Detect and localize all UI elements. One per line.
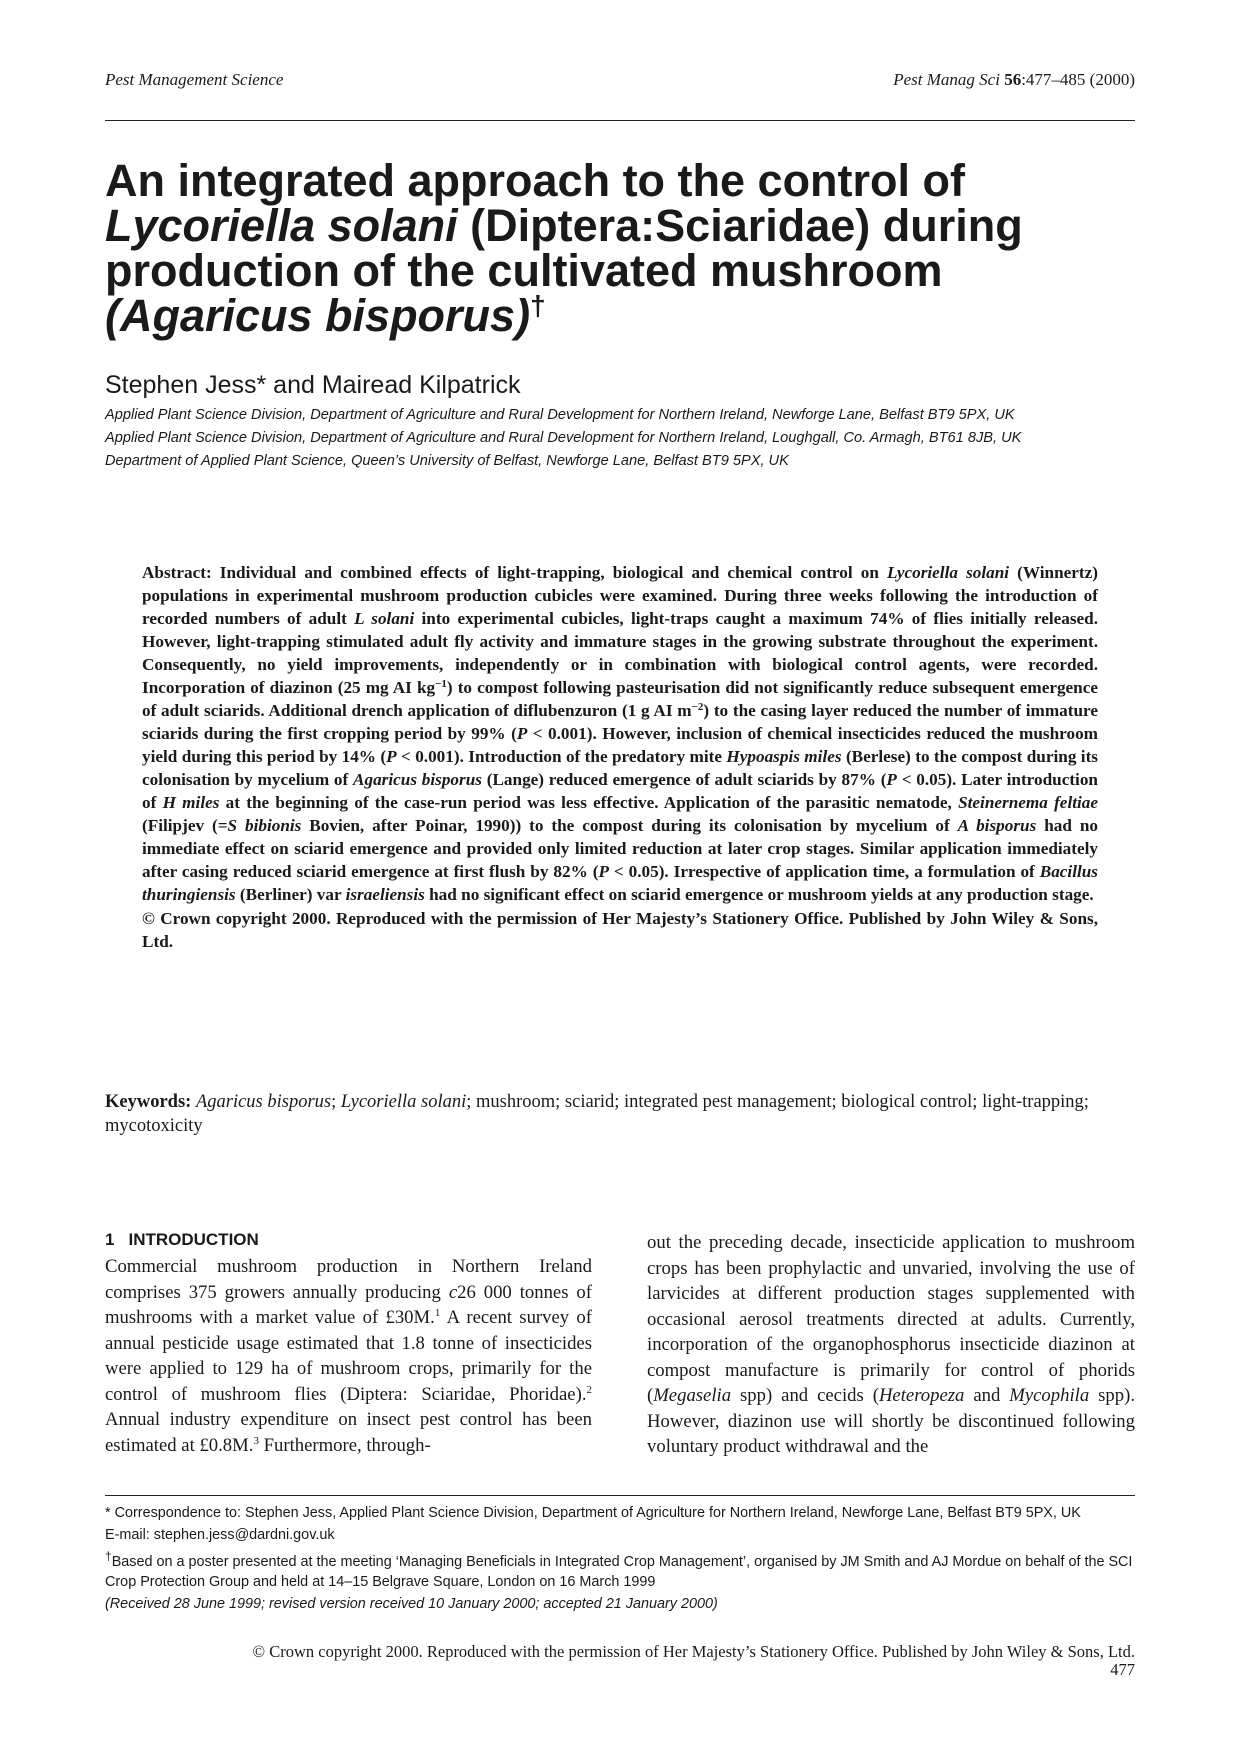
body-column-right xyxy=(647,1230,1135,1460)
footnote-based-on-text: Based on a poster presented at the meeting ‘Managing Beneficials in Integrated Crop Management’, organised by JM Smith and AJ Mordue on behalf of the SCI Crop Protection Group and held at 14–15 Belgrave Square, London on 16 March 1999 xyxy=(105,1553,1133,1591)
title-host-species: (Agaricus bisporus) xyxy=(105,290,531,341)
reference-marker: 3 xyxy=(253,1434,259,1447)
keyword: Agaricus bisporus xyxy=(195,1092,332,1112)
running-header-citation xyxy=(893,70,1135,90)
abstract-species: L solani xyxy=(354,609,415,628)
keywords xyxy=(105,1090,1135,1138)
body-italic: c xyxy=(448,1281,458,1303)
abstract-text: (Lange) reduced emergence of adult sciarids by 87% ( xyxy=(481,770,887,789)
title-line-3: production of the cultivated mushroom xyxy=(105,245,943,296)
abstract-text: < 0.05). Irrespective of application time, a formulation of xyxy=(608,862,1040,881)
abstract-p-value: P xyxy=(386,747,397,766)
body-text: and xyxy=(964,1385,1010,1406)
footnote-dagger: † xyxy=(105,1549,112,1563)
keywords-label: Keywords: xyxy=(105,1092,192,1112)
abstract-text: (Filipjev (= xyxy=(142,816,228,835)
title-line-4 xyxy=(105,290,1135,341)
abstract-text: Bovien, after Poinar, 1990)) to the compost during its colonisation by mycelium of xyxy=(301,816,958,835)
title-dagger: † xyxy=(530,290,546,321)
abstract-text: < 0.001). However, inclusion of chemical insecticides reduced the mushroom yield during this period by 14% ( xyxy=(142,724,1099,766)
abstract-text: < 0.05). Later introduction of xyxy=(142,770,1098,812)
abstract-species: H miles xyxy=(162,793,220,812)
keyword-separator: ; xyxy=(331,1092,341,1112)
footer-copyright: © Crown copyright 2000. Reproduced with the permission of Her Majesty’s Stationery Office. Published by John Wiley & Sons, Ltd. xyxy=(252,1642,1135,1661)
body-text: spp) and cecids ( xyxy=(731,1385,879,1406)
abstract-text: (Berliner) var xyxy=(235,885,346,904)
section-number: 1 xyxy=(105,1230,115,1249)
abstract-text: had no significant effect on sciarid emergence or mushroom yields at any production stage. xyxy=(424,885,1094,904)
author-list: Stephen Jess* and Mairead Kilpatrick xyxy=(105,371,521,399)
abstract-text: (Berlese) to the compost during its colonisation by mycelium of xyxy=(142,747,1098,789)
header-rule xyxy=(105,120,1135,121)
section-heading xyxy=(105,1230,592,1250)
footnotes xyxy=(105,1503,1135,1615)
running-header-journal: Pest Management Science xyxy=(105,70,284,89)
title-line-2 xyxy=(105,200,1135,251)
abstract-copyright: © Crown copyright 2000. Reproduced with the permission of Her Majesty’s Stationery Office. Published by John Wiley & Sons, Ltd. xyxy=(142,909,1098,951)
abstract-text: (Winnertz) populations in experimental mushroom production cubicles were examined. During three weeks following the introduction of recorded numbers of adult xyxy=(142,563,1099,628)
abstract-species: Hypoaspis miles xyxy=(726,747,842,766)
keyword: Lycoriella solani xyxy=(340,1092,467,1112)
body-text: out the preceding decade, insecticide application to mushroom crops has been prophylactic and unvaried, involving the use of larvicides at different production stages supplemented with occasional aerosol treatments directed at adults. Currently, incorporation of the organophosphorus insecticide diazinon at compost manufacture is primarily for control of phorids ( xyxy=(647,1232,1135,1406)
body-text: Annual industry expenditure on insect pest control has been estimated at £0.8M. xyxy=(105,1409,592,1456)
footnote-email: E-mail: stephen.jess@dardni.gov.uk xyxy=(105,1526,335,1543)
footnote-based-on xyxy=(105,1546,1135,1593)
abstract xyxy=(142,561,1098,953)
abstract-species: israeliensis xyxy=(345,885,425,904)
body-text: A recent survey of annual pesticide usage estimated that 1.8 tonne of insecticides were applied to 129 ha of mushroom crops, primarily for the control of mushroom flies (Diptera: Sciaridae, Phoridae). xyxy=(105,1307,592,1405)
body-italic: Heteropeza xyxy=(878,1385,965,1406)
affiliation-1: Applied Plant Science Division, Department of Agriculture and Rural Development for Northern Ireland, Newforge Lane, Belfast BT9 5PX, UK xyxy=(105,407,1015,423)
abstract-text: ) to compost following pasteurisation did not significantly reduce subsequent emergence of adult sciarids. Additional drench application of diflubenzuron (1 g AI m xyxy=(142,678,1098,720)
affiliations xyxy=(105,405,1135,474)
footnote-rule xyxy=(105,1495,1135,1496)
abstract-text: ) to the casing layer reduced the number of immature sciarids during the first cropping period by 99% ( xyxy=(142,701,1099,743)
citation-journal: Pest Manag Sci xyxy=(893,70,1000,89)
abstract-species: Lycoriella solani xyxy=(887,563,1010,582)
abstract-species: A bisporus xyxy=(957,816,1037,835)
abstract-species: Agaricus bisporus xyxy=(353,770,482,789)
body-italic: Mycophila xyxy=(1009,1385,1090,1406)
body-text: Commercial mushroom production in Northern Ireland comprises 375 growers annually producing xyxy=(105,1256,592,1303)
abstract-text: into experimental cubicles, light-traps caught a maximum 74% of flies initially released. However, light-trapping stimulated adult fly activity and immature stages in the growing substrate throughout the experiment. Consequently, no yield improvements, independently or in combination with biological control agents, were recorded. Incorporation of diazinon (25 mg AI kg xyxy=(142,609,1098,697)
reference-marker: 1 xyxy=(434,1307,441,1319)
body-column-left xyxy=(105,1230,592,1458)
abstract-p-value: P xyxy=(516,724,528,743)
abstract-text: had no immediate effect on sciarid emergence and provided only limited reduction at later crop stages. Similar application immediately after casing reduced sciarid emergence at first flush by 82% ( xyxy=(142,816,1099,881)
title-line-2-rest: (Diptera:Sciaridae) during xyxy=(457,200,1023,251)
footnote-correspondence: * Correspondence to: Stephen Jess, Applied Plant Science Division, Department of Agriculture for Northern Ireland, Newforge Lane, Belfast BT9 5PX, UK xyxy=(105,1505,1081,1521)
abstract-species: Steinernema feltiae xyxy=(958,793,1098,812)
abstract-p-value: P xyxy=(886,770,897,789)
body-text: spp). However, diazinon use will shortly be discontinued following voluntary product withdrawal and the xyxy=(647,1385,1135,1457)
title-line-1: An integrated approach to the control of xyxy=(105,155,966,206)
citation-pages: :477–485 (2000) xyxy=(1021,70,1135,89)
body-text: 26 000 tonnes of mushrooms with a market value of £30M. xyxy=(105,1281,592,1328)
page-number: 477 xyxy=(1110,1660,1135,1679)
abstract-superscript: −1 xyxy=(435,678,447,690)
citation-volume: 56 xyxy=(1004,70,1022,89)
reference-marker: 2 xyxy=(586,1383,592,1396)
abstract-species: S bibionis xyxy=(227,816,302,835)
keyword-list: ; mushroom; sciarid; integrated pest management; biological control; light-trapping; mycotoxicity xyxy=(105,1092,1089,1136)
abstract-species: Bacillus thuringiensis xyxy=(142,862,1098,904)
abstract-text: at the beginning of the case-run period was less effective. Application of the parasitic nematode, xyxy=(219,793,959,812)
abstract-text: Abstract: Individual and combined effects of light-trapping, biological and chemical control on xyxy=(142,563,887,582)
body-text: Furthermore, through- xyxy=(258,1434,431,1456)
abstract-text: < 0.001). Introduction of the predatory mite xyxy=(396,747,727,766)
body-italic: Megaselia xyxy=(653,1385,732,1406)
abstract-superscript: −2 xyxy=(691,701,704,713)
footnote-received-dates: (Received 28 June 1999; revised version received 10 January 2000; accepted 21 January 2000) xyxy=(105,1595,718,1612)
title-species: Lycoriella solani xyxy=(105,200,458,251)
abstract-p-value: P xyxy=(598,862,609,881)
affiliation-3: Department of Applied Plant Science, Queen’s University of Belfast, Newforge Lane, Belfast BT9 5PX, UK xyxy=(105,453,789,469)
affiliation-2: Applied Plant Science Division, Department of Agriculture and Rural Development for Northern Ireland, Loughgall, Co. Armagh, BT61 8JB, UK xyxy=(105,430,1022,446)
section-title: INTRODUCTION xyxy=(128,1230,259,1249)
article-title xyxy=(105,155,1135,341)
